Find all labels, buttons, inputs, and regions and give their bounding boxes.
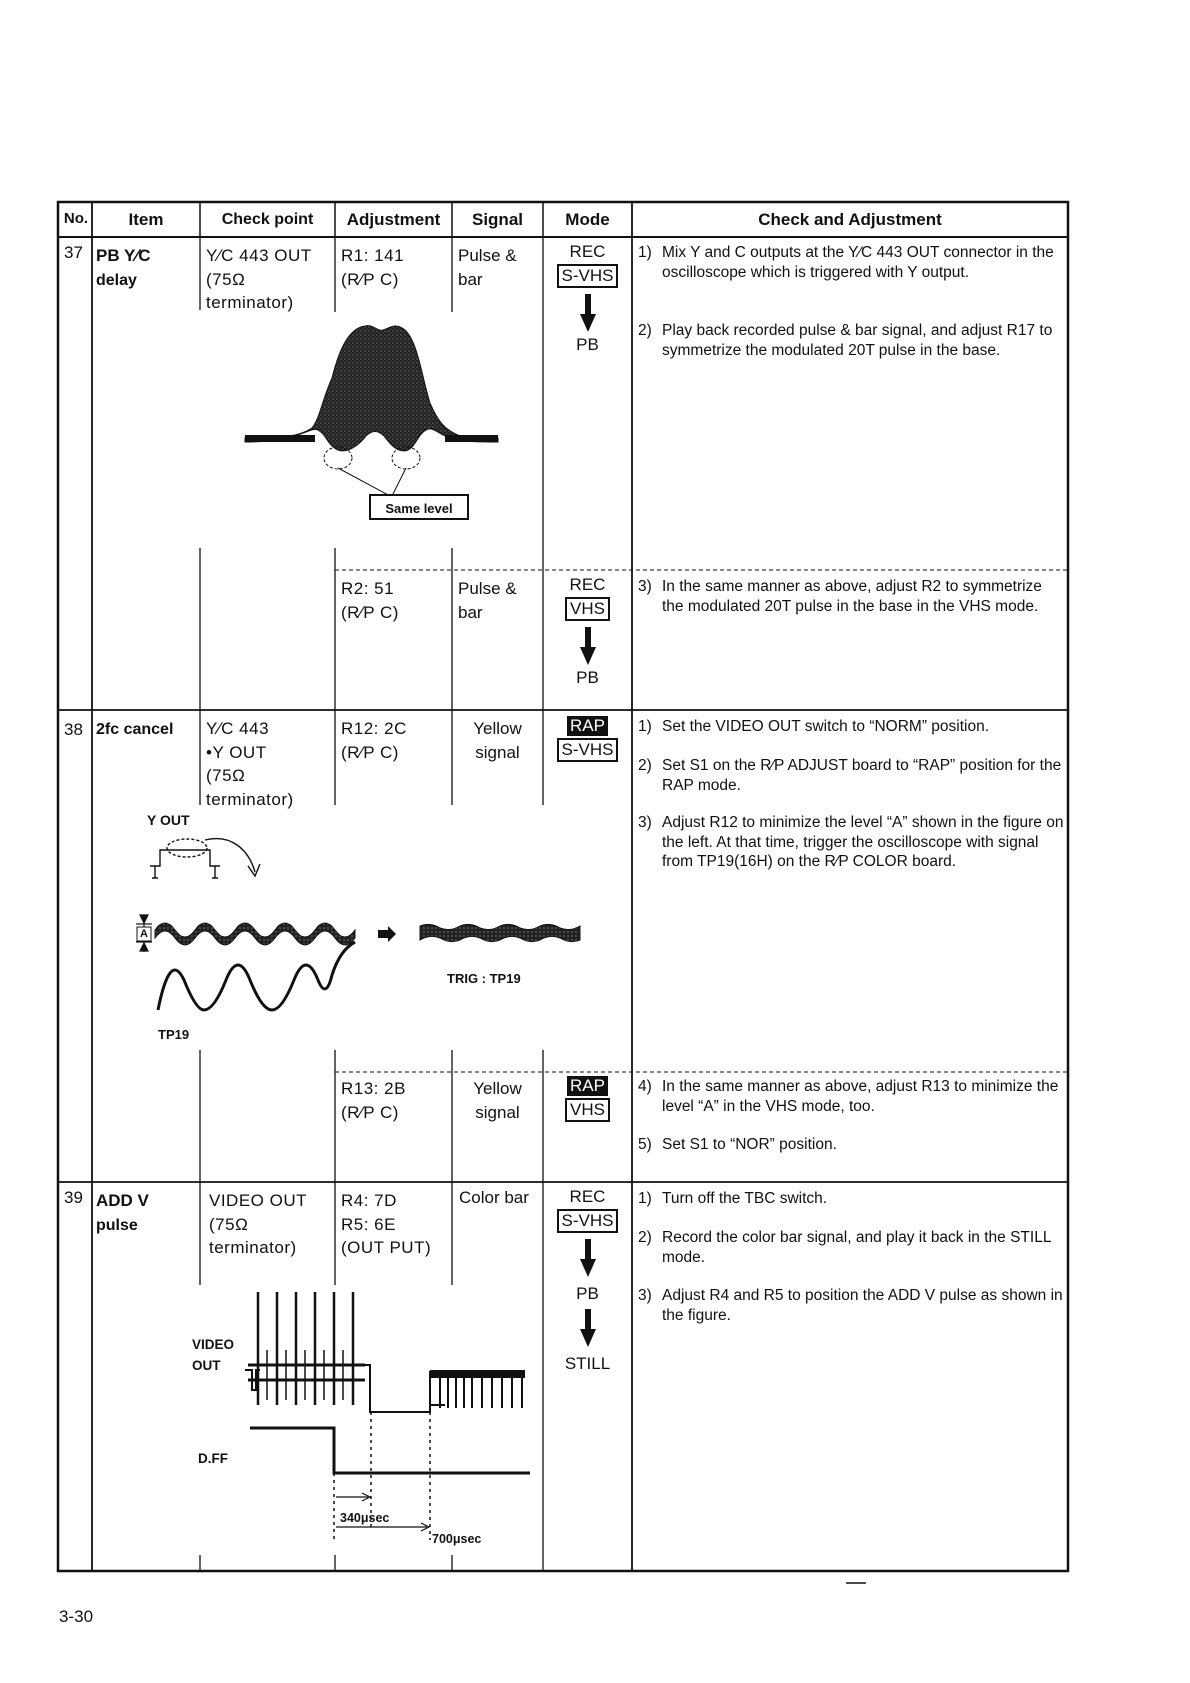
row38-mode-b (543, 1076, 632, 1122)
row37-check-line1: Y∕C 443 OUT (206, 246, 312, 265)
row38-check-point (206, 717, 294, 811)
down-arrow-icon (580, 294, 596, 334)
trig-label: TRIG : TP19 (447, 971, 521, 986)
row37-mode-a-badge: S-VHS (557, 264, 619, 288)
row38-step-1-text: Set the VIDEO OUT switch to “NORM” position. (662, 718, 990, 735)
carrier-figure (130, 830, 620, 1030)
row38-adj-b-line2: (R∕P C) (341, 1102, 399, 1122)
header-item: Item (128, 210, 164, 229)
row37-adj-b-line2: (R∕P C) (341, 602, 399, 622)
row38-step-3 (638, 813, 1068, 872)
row38-adj-a-line2: (R∕P C) (341, 742, 399, 762)
header-signal: Signal (471, 210, 523, 229)
row38-mode-a (543, 716, 632, 762)
row38-check-line2: •Y OUT (206, 742, 267, 762)
row37-mode-a (543, 243, 632, 354)
row38-signal-a (452, 717, 543, 764)
tp19-label: TP19 (158, 1027, 190, 1042)
video-label-line2: OUT (192, 1358, 221, 1373)
row37-check-point (206, 244, 312, 315)
down-arrow-icon (580, 1239, 596, 1279)
row37-adj-a-line2: (R∕P C) (341, 269, 399, 289)
row37-step-3 (638, 577, 1066, 616)
row37-adj-b-line1: R2: 51 (341, 579, 395, 598)
video-label-line1: VIDEO (192, 1337, 235, 1352)
row39-step-2 (638, 1228, 1068, 1267)
row39-adj-line3: (OUT PUT) (341, 1238, 432, 1257)
row39-step-1-text: Turn off the TBC switch. (662, 1190, 828, 1207)
row37-check-line2: (75Ω (206, 269, 246, 289)
timing-figure (230, 1290, 570, 1560)
row38-mode-b-rap-badge: RAP (567, 1076, 608, 1096)
same-level-label: Same level (385, 501, 453, 516)
row38-step-5 (638, 1135, 1068, 1155)
row38-step-4 (638, 1077, 1068, 1116)
row37-mode-b-badge: VHS (565, 597, 610, 621)
row38-adjustment-a (341, 717, 407, 764)
row38-step-4-number: 4) (638, 1078, 652, 1095)
row39-step-1 (638, 1189, 1068, 1209)
time-700-label: 700μsec (432, 1532, 482, 1546)
row37-mode-a-pb: PB (576, 334, 599, 354)
row38-step-2-text: Set S1 on the R∕P ADJUST board to “RAP” position for the RAP mode. (662, 757, 1062, 794)
row38-signal-b-line2: signal (475, 1102, 520, 1122)
row37-adjustment-b (341, 577, 399, 624)
row39-mode-rec: REC (569, 1187, 606, 1206)
row38-number: 38 (64, 720, 83, 739)
row39-step-2-number: 2) (638, 1229, 652, 1246)
row37-signal-a-line2: bar (458, 269, 483, 289)
row37-signal-b-line1: Pulse & (458, 579, 517, 598)
row37-signal-b-line2: bar (458, 602, 483, 622)
row37-mode-a-rec: REC (569, 242, 606, 261)
row39-check-line2: (75Ω (209, 1214, 249, 1234)
page-number: 3-30 (59, 1607, 94, 1626)
down-arrow-icon (580, 627, 596, 667)
header-no: No. (63, 210, 89, 227)
row37-item (96, 244, 151, 293)
row38-signal-b (452, 1077, 543, 1124)
row37-signal-a (458, 244, 517, 291)
row37-step-1-number: 1) (638, 244, 652, 261)
row39-signal: Color bar (459, 1188, 529, 1207)
row39-number: 39 (64, 1188, 83, 1207)
row37-item-line1: PB Y∕C (96, 246, 151, 265)
row38-check-line1: Y∕C 443 (206, 719, 270, 738)
header-mode: Mode (565, 210, 610, 229)
row37-step-3-text: In the same manner as above, adjust R2 to symmetrize the modulated 20T pulse in the base in the VHS mode. (662, 578, 1042, 615)
row39-step-3 (638, 1286, 1068, 1325)
row38-mode-a-badge: S-VHS (557, 738, 619, 762)
row37-item-line2: delay (96, 272, 137, 289)
row39-item-line1: ADD V (96, 1191, 149, 1210)
row38-adj-b-line1: R13: 2B (341, 1079, 406, 1098)
row38-adj-a-line1: R12: 2C (341, 719, 407, 738)
row38-step-5-number: 5) (638, 1136, 652, 1153)
row39-check-line3: terminator) (209, 1238, 297, 1257)
row38-step-2-number: 2) (638, 757, 652, 774)
row37-step-2-number: 2) (638, 322, 652, 339)
row39-item (96, 1189, 149, 1238)
row39-check-point (209, 1189, 307, 1260)
row37-mode-b-rec: REC (569, 575, 606, 594)
row37-signal-a-line1: Pulse & (458, 246, 517, 265)
row38-signal-a-line1: Yellow (473, 719, 522, 738)
row38-check-line3: (75Ω (206, 766, 246, 785)
row38-mode-a-rap-badge: RAP (567, 716, 608, 736)
row38-step-3-text: Adjust R12 to minimize the level “A” shown in the figure on the left. At that time, trigger the oscilloscope with signal from TP19(16H) on the R∕P COLOR board. (662, 814, 1064, 870)
row37-mode-b (543, 576, 632, 687)
row37-step-1-text: Mix Y and C outputs at the Y∕C 443 OUT connector in the oscilloscope which is triggered with Y output. (662, 244, 1054, 281)
row39-mode-pb: PB (576, 1283, 599, 1303)
row37-mode-b-pb: PB (576, 667, 599, 687)
row37-step-3-number: 3) (638, 578, 652, 595)
row38-check-line4: terminator) (206, 789, 294, 809)
header-check-point: Check point (221, 211, 314, 228)
row39-step-2-text: Record the color bar signal, and play it back in the STILL mode. (662, 1229, 1051, 1266)
row38-signal-a-line2: signal (475, 742, 520, 762)
row37-adjustment-a (341, 244, 404, 291)
down-arrow-icon (580, 1309, 596, 1349)
video-out-label (192, 1334, 234, 1376)
row39-item-line2: pulse (96, 1217, 138, 1234)
y-out-label: Y OUT (147, 812, 190, 828)
row37-step-1 (638, 243, 1108, 282)
row39-check-line1: VIDEO OUT (209, 1191, 308, 1210)
row39-adj-line2: R5: 6E (341, 1214, 396, 1234)
row38-step-5-text: Set S1 to “NOR” position. (662, 1136, 837, 1153)
row38-step-4-text: In the same manner as above, adjust R13 to minimize the level “A” in the VHS mode, too. (662, 1078, 1059, 1115)
time-340-label: 340μsec (340, 1511, 390, 1525)
row39-mode-still: STILL (564, 1354, 611, 1374)
row37-check-line3: terminator) (206, 293, 294, 312)
row37-number: 37 (64, 243, 83, 262)
row38-item: 2fc cancel (96, 721, 174, 738)
row39-step-3-number: 3) (638, 1287, 652, 1304)
header-adjustment: Adjustment (346, 210, 441, 229)
row37-signal-b (458, 577, 517, 624)
row39-adj-line1: R4: 7D (341, 1191, 397, 1210)
row37-adj-a-line1: R1: 141 (341, 246, 405, 265)
row37-step-2-text: Play back recorded pulse & bar signal, and adjust R17 to symmetrize the modulated 20T pulse in the base. (662, 322, 1053, 359)
row38-step-2 (638, 756, 1068, 795)
row38-mode-b-badge: VHS (565, 1098, 610, 1122)
row39-mode-badge: S-VHS (557, 1209, 619, 1233)
row39-step-3-text: Adjust R4 and R5 to position the ADD V pulse as shown in the figure. (662, 1287, 1063, 1324)
row39-step-1-number: 1) (638, 1190, 652, 1207)
dff-label: D.FF (198, 1451, 228, 1466)
level-a-label: A (140, 928, 148, 940)
row38-adjustment-b (341, 1077, 406, 1124)
row39-adjustment (341, 1189, 431, 1260)
row37-step-2 (638, 321, 1108, 360)
row38-signal-b-line1: Yellow (473, 1079, 522, 1098)
row38-step-1-number: 1) (638, 718, 652, 735)
header-check-and-adjustment: Check and Adjustment (758, 210, 942, 229)
row38-step-1 (638, 717, 1068, 737)
row38-step-3-number: 3) (638, 814, 652, 831)
